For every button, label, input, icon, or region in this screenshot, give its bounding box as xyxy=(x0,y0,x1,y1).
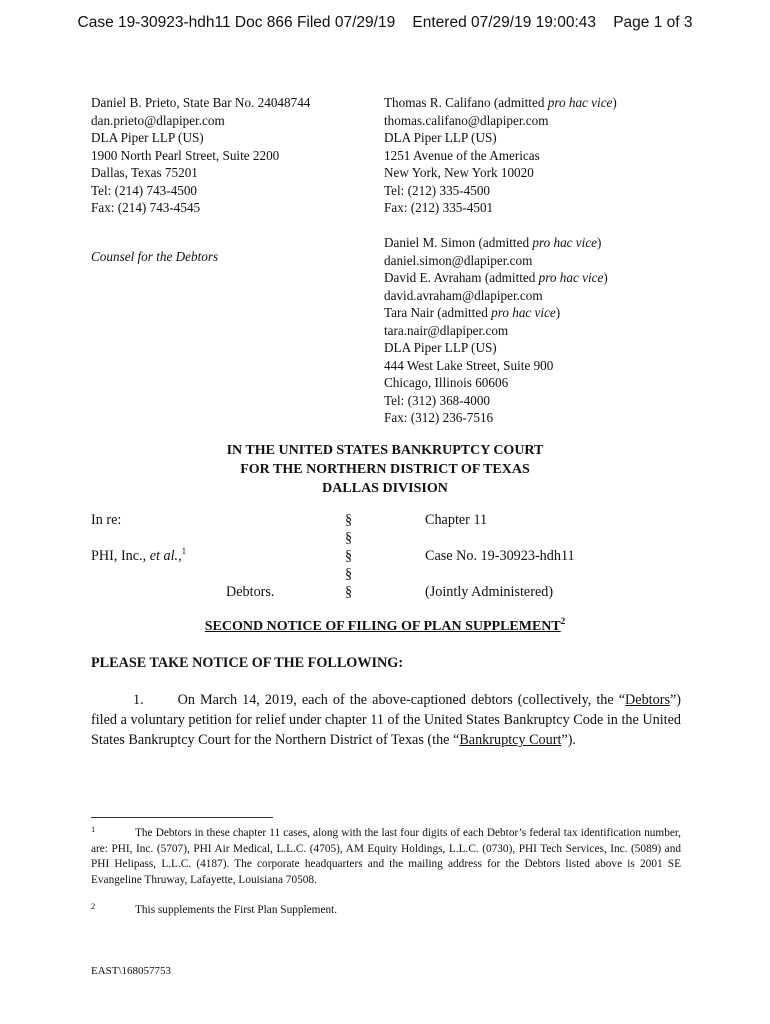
attorney-name: David E. Avraham (admitted pro hac vice) xyxy=(384,270,608,285)
counsel-line: 1251 Avenue of the Americas xyxy=(384,147,540,163)
caption-in-re: In re: xyxy=(91,512,122,528)
document-id: EAST\168057753 xyxy=(91,965,172,977)
counsel-line: thomas.califano@dlapiper.com xyxy=(384,112,549,128)
counsel-line: Fax: (312) 236-7516 xyxy=(384,410,494,425)
section-symbol: § xyxy=(345,566,353,582)
footnote-2: 2 This supplements the First Plan Supplement. xyxy=(91,901,338,916)
section-symbol: § xyxy=(345,584,353,600)
counsel-line: Fax: (212) 335-4501 xyxy=(384,200,494,215)
counsel-line: 1900 North Pearl Street, Suite 2200 xyxy=(91,147,280,163)
caption-chapter: Chapter 11 xyxy=(425,512,488,528)
section-symbol: § xyxy=(345,548,353,564)
counsel-line: DLA Piper LLP (US) xyxy=(91,130,204,145)
court-line: IN THE UNITED STATES BANKRUPTCY COURT xyxy=(226,443,544,458)
attorney-name: Tara Nair (admitted pro hac vice) xyxy=(384,305,561,320)
caption-debtors-label: Debtors. xyxy=(226,584,275,600)
counsel-line: Dallas, Texas 75201 xyxy=(91,165,198,180)
court-line: DALLAS DIVISION xyxy=(322,481,448,496)
counsel-line: Daniel B. Prieto, State Bar No. 24048744 xyxy=(91,95,311,110)
court-heading xyxy=(0,441,770,498)
defined-term: Bankruptcy Court xyxy=(459,732,562,748)
section-symbol: § xyxy=(345,512,353,528)
notice-heading: PLEASE TAKE NOTICE OF THE FOLLOWING: xyxy=(91,655,404,671)
counsel-line: Tel: (312) 368-4000 xyxy=(384,392,491,408)
footnote-separator xyxy=(91,817,273,818)
counsel-line: DLA Piper LLP (US) xyxy=(384,130,497,145)
paragraph-number: 1. xyxy=(133,692,144,708)
right-counsel-block-2 xyxy=(384,234,608,427)
counsel-line: New York, New York 10020 xyxy=(384,165,534,180)
paragraph-1: 1. On March 14, 2019, each of the above-captioned debtors (collectively, the “Debtors”) filed a voluntary petition for relief under chapter 11 of the United States Bankruptcy Code in the United States Bankruptcy Court for the Northern District of Texas (the “Bankruptcy Court”). xyxy=(91,692,681,748)
counsel-role: Counsel for the Debtors xyxy=(91,249,219,264)
footnote-mark: 2 xyxy=(91,901,96,911)
document-title: SECOND NOTICE OF FILING OF PLAN SUPPLEMENT$^2$ xyxy=(204,616,566,634)
caption-jointly: (Jointly Administered) xyxy=(425,584,554,600)
counsel-line: tara.nair@dlapiper.com xyxy=(384,322,509,338)
court-line: FOR THE NORTHERN DISTRICT OF TEXAS xyxy=(240,462,530,477)
section-symbol: § xyxy=(345,530,353,546)
footnote-ref: 1 xyxy=(181,546,187,556)
counsel-line: daniel.simon@dlapiper.com xyxy=(384,252,533,268)
counsel-line: dan.prieto@dlapiper.com xyxy=(91,112,225,128)
counsel-line: Fax: (214) 743-4545 xyxy=(91,200,201,215)
counsel-line: Chicago, Illinois 60606 xyxy=(384,375,509,390)
footnote-mark: 1 xyxy=(91,824,96,834)
filing-header: Case 19-30923-hdh11 Doc 866 Filed 07/29/19 Entered 07/29/19 19:00:43 Page 1 of 3 xyxy=(77,14,693,31)
defined-term: Debtors xyxy=(625,692,670,708)
attorney-name: Thomas R. Califano (admitted pro hac vice) xyxy=(384,95,617,110)
counsel-line: 444 West Lake Street, Suite 900 xyxy=(384,357,554,373)
footnote-ref: 2 xyxy=(560,616,566,626)
footnote-1: 1 The Debtors in these chapter 11 cases, along with the last four digits of each Debtor’s federal tax identification number, are: PHI, Inc. (5707), PHI Air Medical, L.L.C. (4705), AM Equity Holdings, L.L.C. (0730), PHI Tech Services, Inc. (5089) and PHI Helipass, L.L.C. (4187). The corporate headquarters and the mailing address for the Debtors listed above is 2001 SE Evangeline Thruway, Lafayette, Louisiana 70508. xyxy=(91,824,681,886)
caption-case-no: Case No. 19-30923-hdh11 xyxy=(425,548,575,564)
counsel-line: DLA Piper LLP (US) xyxy=(384,340,497,355)
left-counsel-block xyxy=(91,94,310,217)
counsel-line: Tel: (212) 335-4500 xyxy=(384,182,491,198)
right-counsel-block xyxy=(384,94,617,217)
caption-debtor: PHI, Inc., et al.,$^1$ xyxy=(91,546,187,564)
counsel-line: david.avraham@dlapiper.com xyxy=(384,287,543,303)
attorney-name: Daniel M. Simon (admitted pro hac vice) xyxy=(384,235,602,250)
counsel-line: Tel: (214) 743-4500 xyxy=(91,182,198,198)
